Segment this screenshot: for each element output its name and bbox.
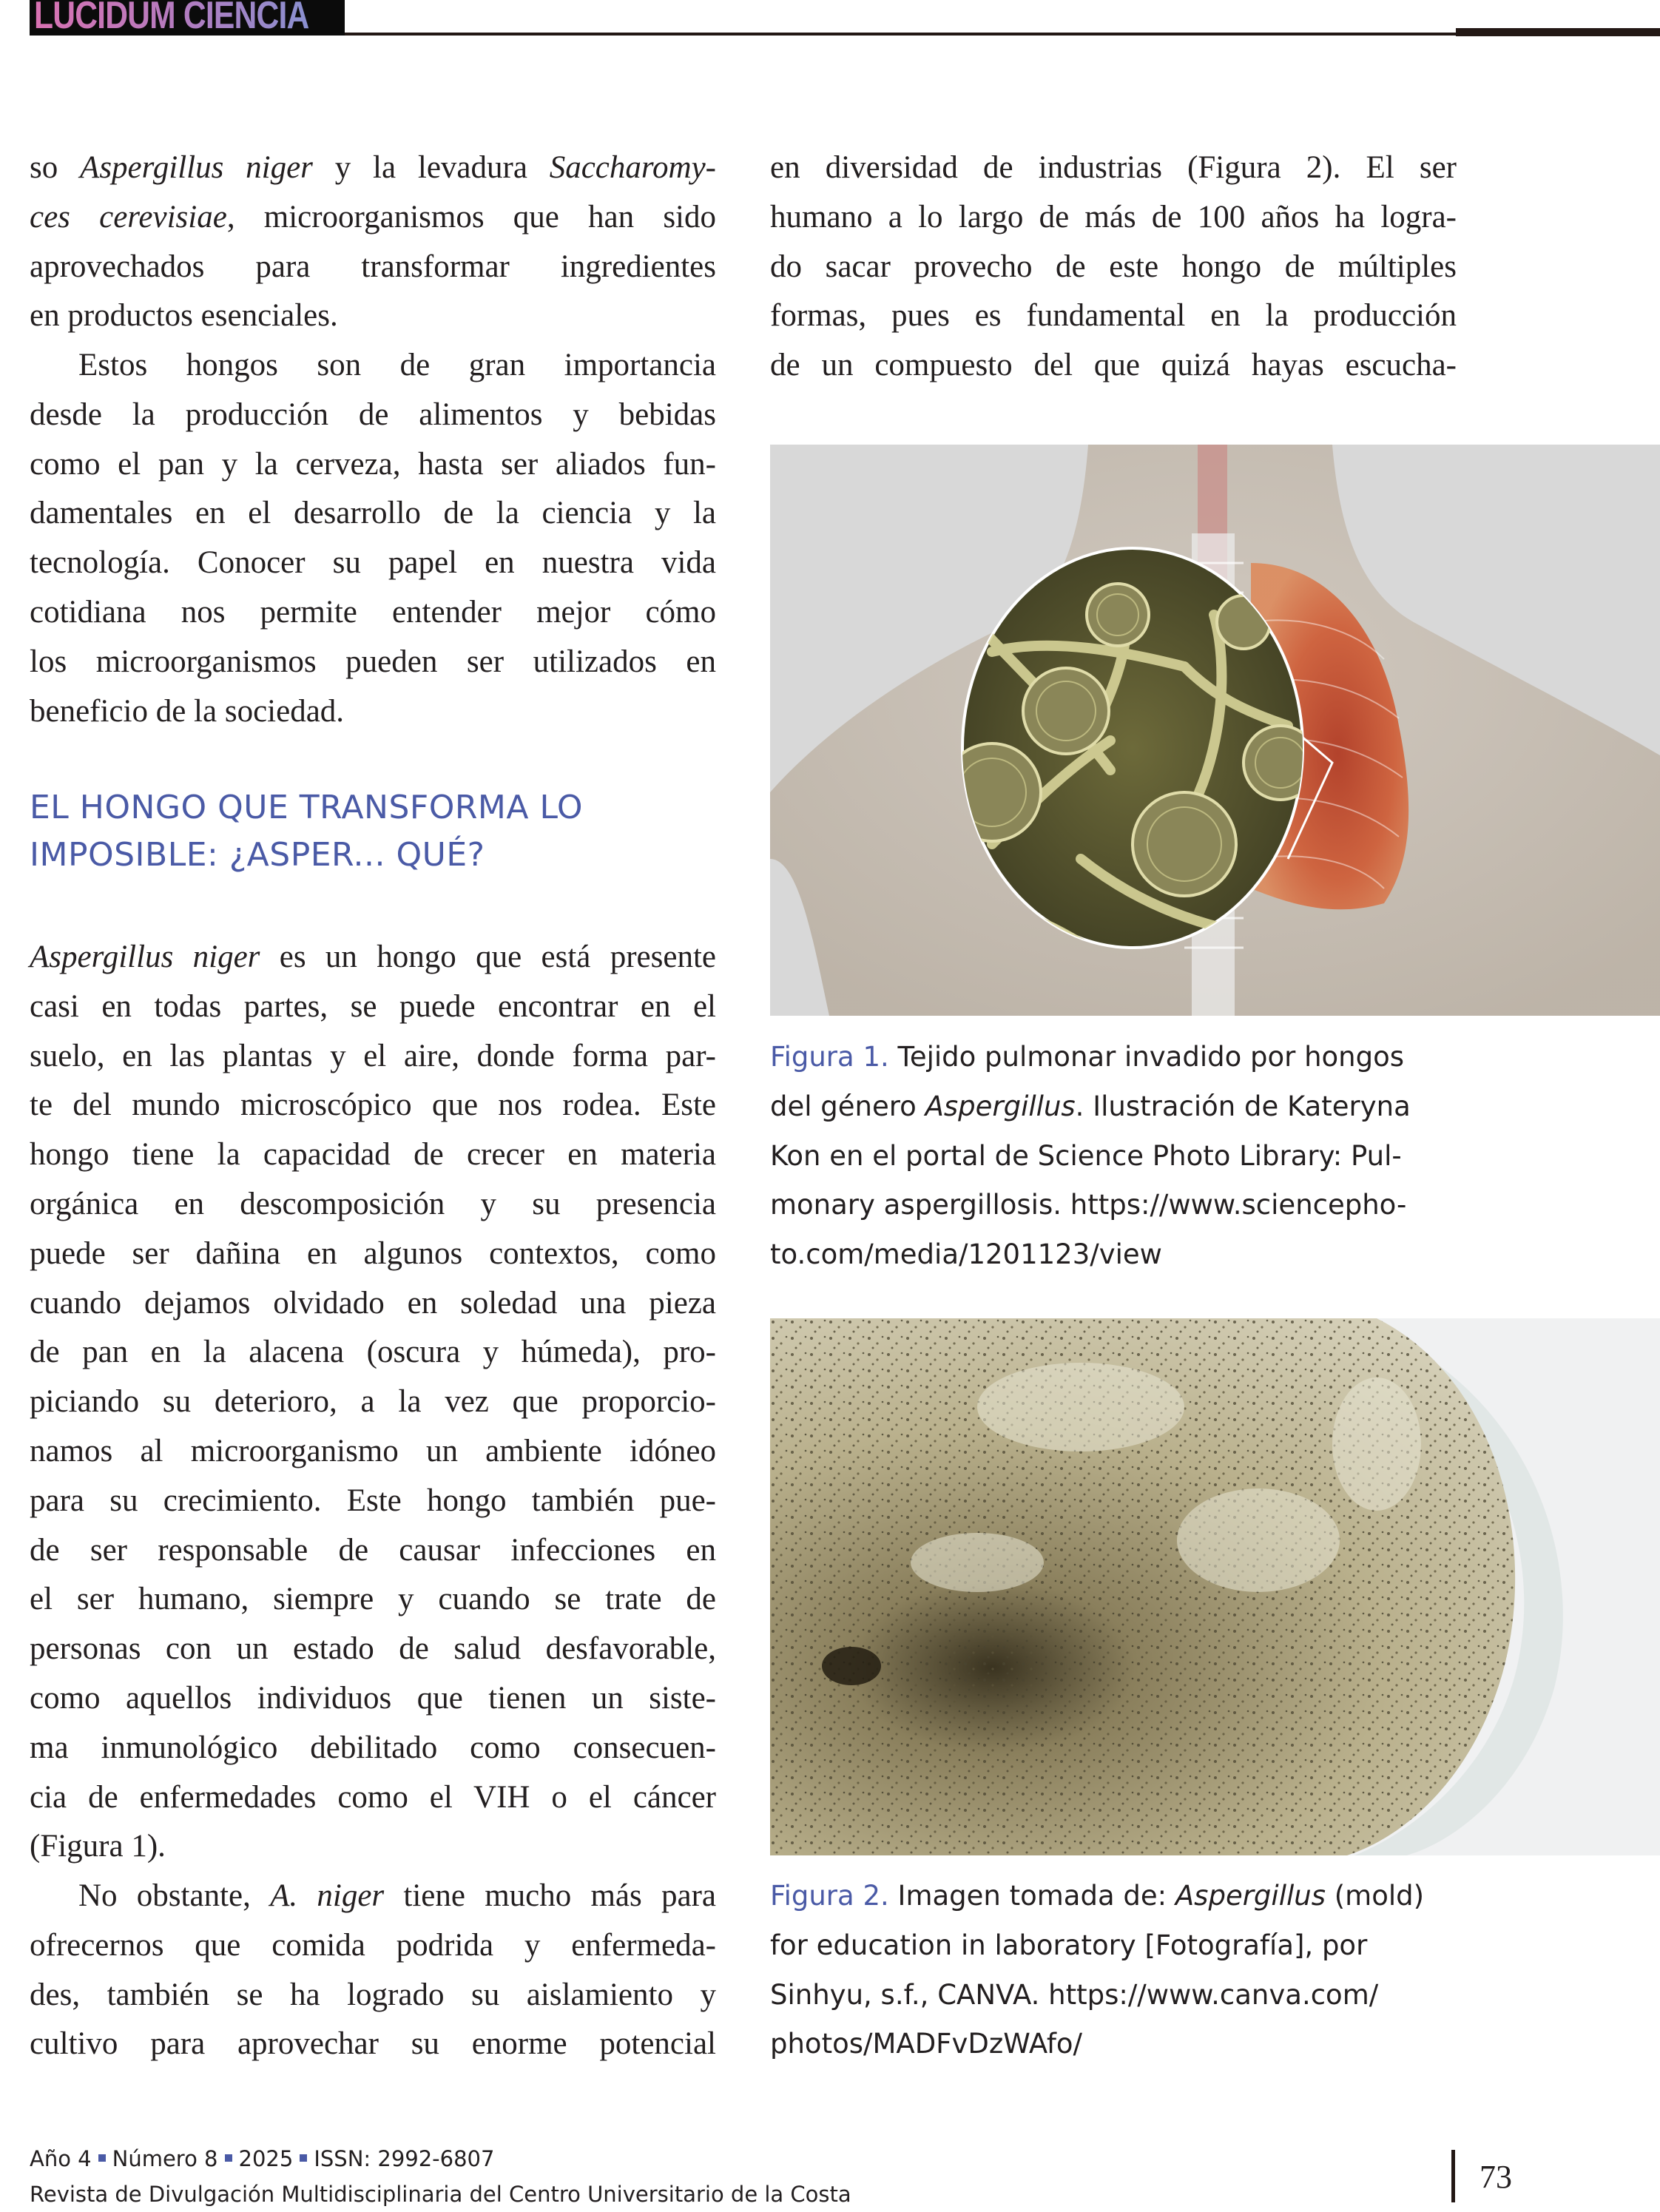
text-run: orgánica en descomposición y su presencia	[30, 1186, 716, 1221]
text-line	[30, 1427, 716, 1477]
text-line	[30, 687, 716, 737]
text-run: de pan en la alacena (oscura y húmeda), pro-	[30, 1335, 716, 1370]
text-run: tecnología. Conocer su papel en nuestra vida	[30, 545, 716, 581]
text-line	[30, 193, 716, 243]
text-run: para su crecimiento. Este hongo también pue-	[30, 1483, 716, 1518]
text-line	[30, 1526, 716, 1576]
text-run: como el pan y la cerveza, hasta ser aliados fun-	[30, 446, 716, 482]
text-run: (Figura 1).	[30, 1829, 166, 1864]
aspergillus-culture-photo	[770, 1318, 1660, 1855]
italic-term: Aspergillus niger	[30, 940, 260, 974]
text-line	[30, 1328, 716, 1378]
separator-square-icon	[300, 2154, 307, 2162]
text-run: Kon en el portal de Science Photo Library: Pul-	[770, 1139, 1402, 1172]
text-run: Imagen tomada de:	[888, 1880, 1175, 1912]
caption-line	[770, 1033, 1465, 1082]
text-line	[30, 638, 716, 687]
text-line	[30, 1822, 716, 1872]
text-run: tiene mucho más para	[384, 1878, 716, 1913]
text-line	[770, 341, 1457, 391]
text-run: (mold)	[1325, 1880, 1425, 1912]
text-run: . Ilustración de Kateryna	[1075, 1090, 1411, 1122]
text-run: de ser responsable de causar infecciones en	[30, 1532, 716, 1568]
text-line	[30, 291, 716, 341]
issue-info	[30, 2145, 494, 2172]
text-line	[30, 588, 716, 638]
text-run: Sinhyu, s.f., CANVA. https://www.canva.com/	[770, 1978, 1379, 2011]
italic-term: Aspergillus niger	[80, 150, 313, 185]
text-run: te del mundo microscópico que nos rodea. Este	[30, 1088, 716, 1123]
figure-2-petri-dish-photo	[770, 1318, 1660, 1855]
text-line	[770, 193, 1457, 243]
text-line	[30, 539, 716, 588]
figure-2-label: Figura 2.	[770, 1880, 889, 1912]
text-line	[30, 1575, 716, 1625]
text-line	[30, 2020, 716, 2069]
italic-term: Aspergillus	[1175, 1880, 1326, 1912]
page-number-divider	[1451, 2150, 1455, 2202]
text-line	[30, 982, 716, 1032]
text-run: Estos hongos son de gran importancia	[78, 348, 716, 382]
text-line	[30, 1477, 716, 1526]
text-run: formas, pues es fundamental en la producción	[770, 298, 1457, 334]
caption-line	[770, 1872, 1465, 1921]
text-run: de un compuesto del que quizá hayas escucha-	[770, 348, 1457, 383]
text-run: en productos esenciales.	[30, 298, 338, 334]
figure-2-caption	[770, 1872, 1465, 2069]
issn: ISSN: 2992-6807	[314, 2146, 495, 2171]
text-run: cultivo para aprovechar su enorme potencial	[30, 2026, 716, 2062]
text-run: aprovechados para transformar ingredientes	[30, 249, 716, 284]
text-line	[30, 341, 716, 391]
text-run: to.com/media/1201123/view	[770, 1238, 1162, 1271]
text-run: cuando dejamos olvidado en soledad una pieza	[30, 1285, 716, 1321]
italic-term: ces cerevisiae	[30, 199, 227, 235]
text-run: so	[30, 150, 81, 185]
section-heading	[30, 784, 725, 879]
caption-line	[770, 1230, 1465, 1280]
issue-date: 2025	[238, 2146, 294, 2171]
text-line	[30, 440, 716, 490]
issue-year: Año 4	[30, 2146, 92, 2171]
text-run: damentales en el desarrollo de la ciencia y la	[30, 496, 716, 531]
text-run: No obstante,	[78, 1878, 271, 1913]
figure-1-caption	[770, 1033, 1465, 1280]
text-line	[30, 1032, 716, 1082]
journal-name: Revista de Divulgación Multidisciplinaria del Centro Universitario de la Costa	[30, 2182, 851, 2207]
text-line	[30, 933, 716, 982]
text-run: namos al microorganismo un ambiente idóneo	[30, 1433, 716, 1469]
text-line	[30, 1378, 716, 1427]
text-line	[30, 1724, 716, 1773]
italic-term: A. niger	[270, 1878, 385, 1913]
text-line	[30, 1921, 716, 1971]
text-run: hongo tiene la capacidad de crecer en materia	[30, 1137, 716, 1173]
text-run: for education in laboratory [Fotografía], por	[770, 1929, 1368, 1961]
text-run: el ser humano, siempre y cuando se trate de	[30, 1582, 716, 1617]
journal-brand: LUCIDUM CIENCIA	[34, 0, 308, 36]
separator-square-icon	[98, 2154, 106, 2162]
text-line	[30, 1674, 716, 1724]
header-rule	[345, 33, 1456, 36]
text-run: beneficio de la sociedad.	[30, 693, 345, 729]
text-line	[30, 1230, 716, 1279]
text-run: piciando su deterioro, a la vez que proporcio-	[30, 1384, 716, 1420]
text-line	[30, 1279, 716, 1329]
text-run: y la levadura	[312, 150, 550, 185]
paragraph-importance	[30, 341, 716, 736]
italic-term: Aspergillus	[925, 1090, 1076, 1122]
text-run: des, también se ha logrado su aislamiento y	[30, 1977, 716, 2012]
text-line	[30, 1130, 716, 1180]
paragraph-industries	[770, 144, 1457, 391]
caption-line	[770, 1132, 1465, 1181]
text-line	[770, 291, 1457, 341]
section-heading-line-2: IMPOSIBLE: ¿ASPER... QUÉ?	[30, 836, 485, 874]
text-line	[30, 1180, 716, 1230]
text-run: monary aspergillosis. https://www.sciencepho-	[770, 1189, 1407, 1221]
issue-number: Número 8	[112, 2146, 218, 2171]
text-line	[30, 1971, 716, 2020]
caption-line	[770, 1082, 1465, 1132]
caption-line	[770, 1181, 1465, 1230]
text-run: suelo, en las plantas y el aire, donde forma par-	[30, 1038, 716, 1073]
text-line	[30, 144, 716, 193]
text-run: personas con un estado de salud desfavorable,	[30, 1631, 716, 1667]
text-line	[770, 144, 1457, 193]
paragraph-what-is-aspergillus	[30, 933, 716, 1872]
page-number: 73	[1480, 2159, 1512, 2195]
separator-square-icon	[225, 2154, 232, 2162]
header-rule-thick	[1456, 28, 1660, 36]
caption-line	[770, 1921, 1465, 1971]
text-run: puede ser dañina en algunos contextos, como	[30, 1235, 716, 1271]
text-line	[30, 1081, 716, 1130]
lung-aspergillosis-illustration	[770, 445, 1660, 1016]
paragraph-nevertheless	[30, 1872, 716, 2069]
text-run: los microorganismos pueden ser utilizados en	[30, 644, 716, 679]
text-run: como aquellos individuos que tienen un siste-	[30, 1680, 716, 1716]
figure-1-label: Figura 1.	[770, 1041, 889, 1073]
text-run: es un hongo que está presente	[260, 940, 716, 974]
text-run: desde la producción de alimentos y bebidas	[30, 397, 716, 432]
text-line	[30, 1625, 716, 1674]
text-line	[770, 243, 1457, 292]
text-run: en diversidad de industrias (Figura 2). El ser	[770, 150, 1457, 185]
text-run: cia de enfermedades como el VIH o el cáncer	[30, 1779, 716, 1815]
figure-1-lung-illustration	[770, 445, 1660, 1016]
text-run: , microorganismos que han sido	[226, 199, 717, 235]
text-run: Tejido pulmonar invadido por hongos	[888, 1041, 1405, 1073]
text-run: photos/MADFvDzWAfo/	[770, 2028, 1082, 2060]
text-run: ofrecernos que comida podrida y enfermeda-	[30, 1927, 716, 1963]
text-run: del género	[770, 1090, 925, 1122]
text-run: casi en todas partes, se puede encontrar en el	[30, 988, 716, 1024]
caption-line	[770, 2020, 1465, 2069]
text-line	[30, 1773, 716, 1823]
text-run: ma inmunológico debilitado como consecuen-	[30, 1730, 716, 1765]
text-line	[30, 489, 716, 539]
italic-term: Saccharomy-	[549, 150, 716, 185]
text-line	[30, 1872, 716, 1921]
paragraph-intro-continued	[30, 144, 716, 341]
text-run: cotidiana nos permite entender mejor cómo	[30, 594, 716, 630]
text-line	[30, 391, 716, 440]
caption-line	[770, 1971, 1465, 2020]
text-run: humano a lo largo de más de 100 años ha logra-	[770, 199, 1457, 235]
text-run: do sacar provecho de este hongo de múltiples	[770, 249, 1457, 284]
section-heading-line-1: EL HONGO QUE TRANSFORMA LO	[30, 789, 584, 826]
text-line	[30, 243, 716, 292]
